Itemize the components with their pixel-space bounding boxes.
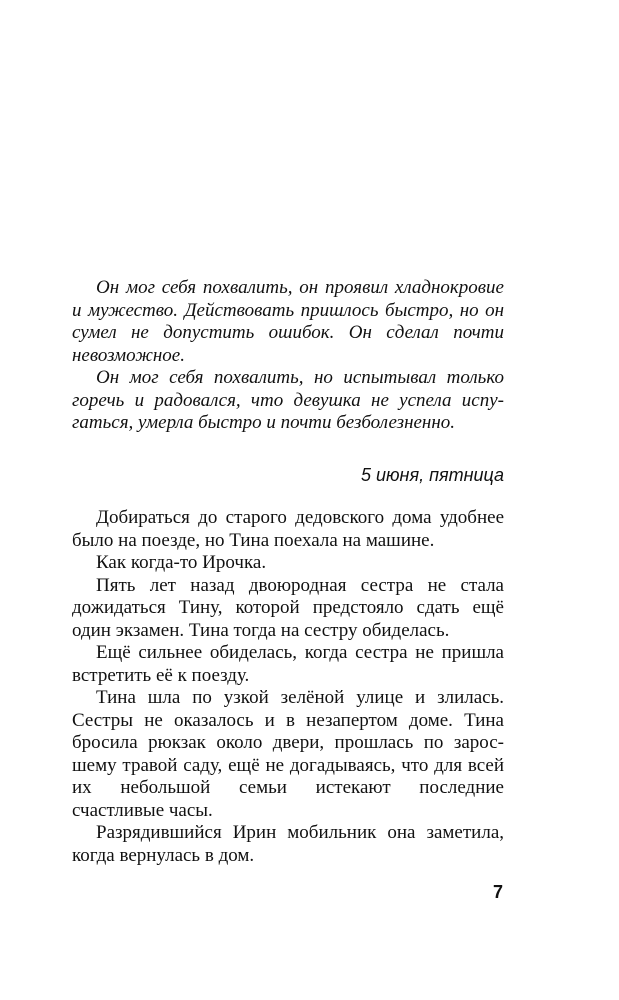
chapter-dateline: 5 июня, пятница	[360, 465, 504, 485]
body-paragraph: Разрядившийся Ирин мобильник она заметила, когда вернулась в дом.	[72, 822, 504, 866]
body-paragraph: Тина шла по узкой зелёной улице и злилась. Сестры не оказалось и в незапертом доме. Тина бросила рюкзак около двери, прошлась по заросшему травой саду, ещё не догадываясь, что для всей их небольшой семьи истекают последние счастливые часы.	[72, 687, 504, 821]
epigraph	[72, 277, 504, 435]
body-paragraph: Пять лет назад двоюродная сестра не стала дожидаться Тину, которой предстояло сдать ещё один экзамен. Тина тогда на сестру обиделась.	[72, 574, 504, 641]
epigraph-paragraph: Он мог себя похвалить, он проявил хладнокровие и мужество. Действовать пришлось быстро, но он сумел не допустить ошибок. Он сделал почти невозможное.	[72, 277, 504, 366]
page-number: 7	[492, 882, 503, 902]
body-paragraph: Как когда-то Ирочка.	[96, 552, 267, 573]
body-paragraph: Добираться до старого дедовского дома удобнее было на поезде, но Тина поехала на машине.	[72, 507, 504, 551]
body-paragraph: Ещё сильнее обиделась, когда сестра не пришла встретить её к поезду.	[72, 642, 504, 686]
main-text	[72, 507, 504, 867]
epigraph-paragraph: Он мог себя похвалить, но испытывал только горечь и радовался, что девушка не успела испугаться, умерла быстро и почти безболезненно.	[72, 367, 504, 433]
